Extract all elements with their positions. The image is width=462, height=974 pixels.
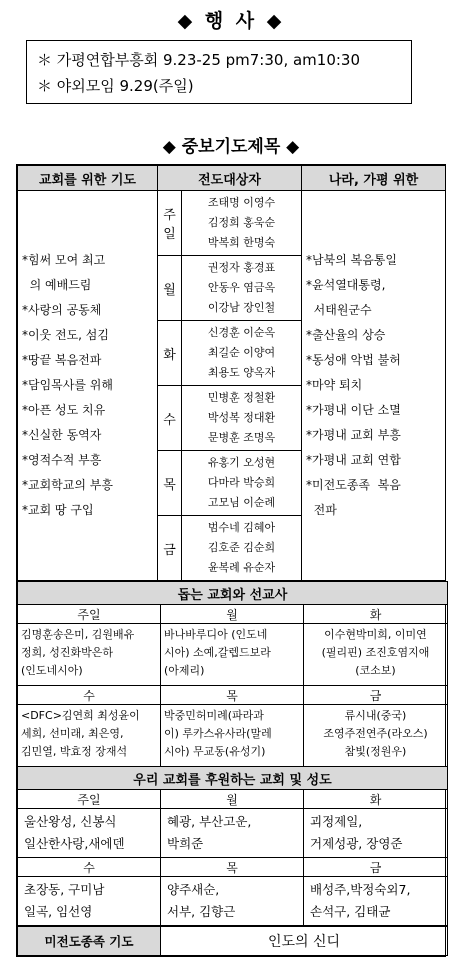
list-item: *힘써 모여 최고: [22, 253, 106, 267]
header-nation: 나라, 가평 위한: [302, 166, 446, 191]
target-name-line: 다마라 박승희: [207, 476, 276, 489]
list-item: 전파: [306, 503, 337, 517]
target-name-line: 최용도 양옥자: [207, 366, 276, 379]
list-item: *영적수적 부흥: [22, 453, 102, 467]
events-title: ◆ 행 사 ◆: [177, 10, 285, 32]
prayer-table: [16, 164, 446, 957]
day-header: 주일: [18, 790, 161, 809]
header-targets: 전도대상자: [158, 166, 302, 191]
target-day: 금: [158, 516, 182, 581]
target-name-line: 이강남 장인철: [207, 301, 276, 314]
target-names: [182, 321, 302, 386]
target-name-line: 권정자 홍경표: [207, 261, 276, 274]
list-item: *가평내 교회 부흥: [306, 428, 401, 442]
list-item: *교회학교의 부흥: [22, 478, 113, 492]
day-header: 화: [304, 605, 448, 624]
list-item: *마약 퇴치: [306, 378, 363, 392]
list-item: 의 예배드림: [22, 278, 92, 292]
supporter-cell: 혜광, 부산고운, 박희준: [161, 809, 304, 858]
list-item: *땅끝 복음전파: [22, 353, 102, 367]
target-name-line: 윤복례 유순자: [207, 561, 276, 574]
supporter-cell: 배성주,박정숙외7, 손석구, 김태균: [304, 877, 448, 926]
target-name-line: 김호준 김순희: [207, 541, 276, 554]
day-header: 목: [161, 686, 304, 705]
target-day: 월: [158, 256, 182, 321]
list-item: 서태원군수: [306, 303, 372, 317]
unreached-label: 미전도종족 기도: [18, 927, 161, 956]
target-names: [182, 386, 302, 451]
day-header: 월: [161, 605, 304, 624]
prayer-title: ◆ 중보기도제목 ◆: [162, 137, 300, 157]
target-day: 수: [158, 386, 182, 451]
day-header: 월: [161, 790, 304, 809]
target-name-line: 유홍기 오성현: [207, 456, 276, 469]
day-header: 금: [304, 686, 448, 705]
list-item: *미전도종족 복음: [306, 478, 401, 492]
event-item: ＊ 가평연합부흥회 9.23-25 pm7:30, am10:30: [37, 51, 361, 69]
list-item: *출산율의 상승: [306, 328, 386, 342]
target-name-line: 범수네 김혜아: [207, 521, 276, 534]
target-name-line: 민병훈 정철환: [207, 391, 276, 404]
list-item: *동성애 악법 불허: [306, 353, 401, 367]
list-item: *교회 땅 구입: [22, 503, 94, 517]
target-day: 화: [158, 321, 182, 386]
target-name-line: 김정희 홍욱순: [207, 216, 276, 229]
day-header: 수: [18, 686, 161, 705]
day-header: 화: [304, 790, 448, 809]
header-church: 교회를 위한 기도: [18, 166, 158, 191]
target-name-line: 신경훈 이순옥: [207, 326, 276, 339]
mission-cell: 박중민허미례(파라과 이) 루카스유사라(말레 시아) 무교동(유성기): [161, 705, 304, 767]
target-name-line: 고모님 이순례: [207, 496, 276, 509]
target-day: 주 일: [158, 191, 182, 256]
church-prayer-list: [18, 191, 158, 581]
target-names: [182, 256, 302, 321]
supporter-cell: 초장동, 구미남 일곡, 임선영: [18, 877, 161, 926]
target-names: [182, 516, 302, 581]
list-item: *담임목사를 위해: [22, 378, 113, 392]
day-header: 금: [304, 858, 448, 877]
target-names: [182, 451, 302, 516]
mission-cell: 바나바루디아 (인도네 시아) 소예,갈렙드보라 (아제리): [161, 624, 304, 686]
target-name-line: 최길순 이양여: [207, 346, 276, 359]
list-item: *윤석열대통령,: [306, 278, 386, 292]
target-names: [182, 191, 302, 256]
day-header: 수: [18, 858, 161, 877]
target-name-line: 안동우 염금옥: [207, 281, 276, 294]
supporter-cell: 괴정제일, 거제성광, 장영준: [304, 809, 448, 858]
events-box: [26, 40, 412, 104]
list-item: *이웃 전도, 섬김: [22, 328, 109, 342]
day-header: 주일: [18, 605, 161, 624]
list-item: *사랑의 공동체: [22, 303, 102, 317]
target-name-line: 박복희 한명숙: [207, 236, 276, 249]
mission-cell: 이수현박미희, 이미연 (필리핀) 조진호염지애 (코소보): [304, 624, 448, 686]
mission-cell: 김명훈송은미, 김원배유 정희, 성진화박은하 (인도네시아): [18, 624, 161, 686]
supporter-cell: 울산왕성, 신봉식 일산한사랑,새에덴: [18, 809, 161, 858]
day-header: 목: [161, 858, 304, 877]
missions-title: 돕는 교회와 선교사: [18, 582, 448, 605]
unreached-value: 인도의 신디: [161, 927, 448, 956]
list-item: *신실한 동역자: [22, 428, 102, 442]
nation-prayer-list: [302, 191, 446, 581]
mission-cell: 류시내(중국) 조영주전연주(라오스) 참빛(정원우): [304, 705, 448, 767]
supporter-cell: 양주새순, 서부, 김향근: [161, 877, 304, 926]
list-item: *가평내 교회 연합: [306, 453, 401, 467]
target-name-line: 조태명 이영수: [207, 196, 276, 209]
supporters-title: 우리 교회를 후원하는 교회 및 성도: [18, 767, 448, 790]
list-item: *아픈 성도 치유: [22, 403, 106, 417]
list-item: *가평내 이단 소멸: [306, 403, 401, 417]
mission-cell: <DFC>김연희 최성윤이 세희, 선미래, 최은영, 김민열, 박효정 장재석: [18, 705, 161, 767]
event-item: ＊ 야외모임 9.29(주일): [37, 77, 194, 95]
target-name-line: 문병훈 조명옥: [207, 431, 276, 444]
target-name-line: 박성복 정대환: [207, 411, 276, 424]
target-day: 목: [158, 451, 182, 516]
list-item: *남북의 복음통일: [306, 253, 397, 267]
